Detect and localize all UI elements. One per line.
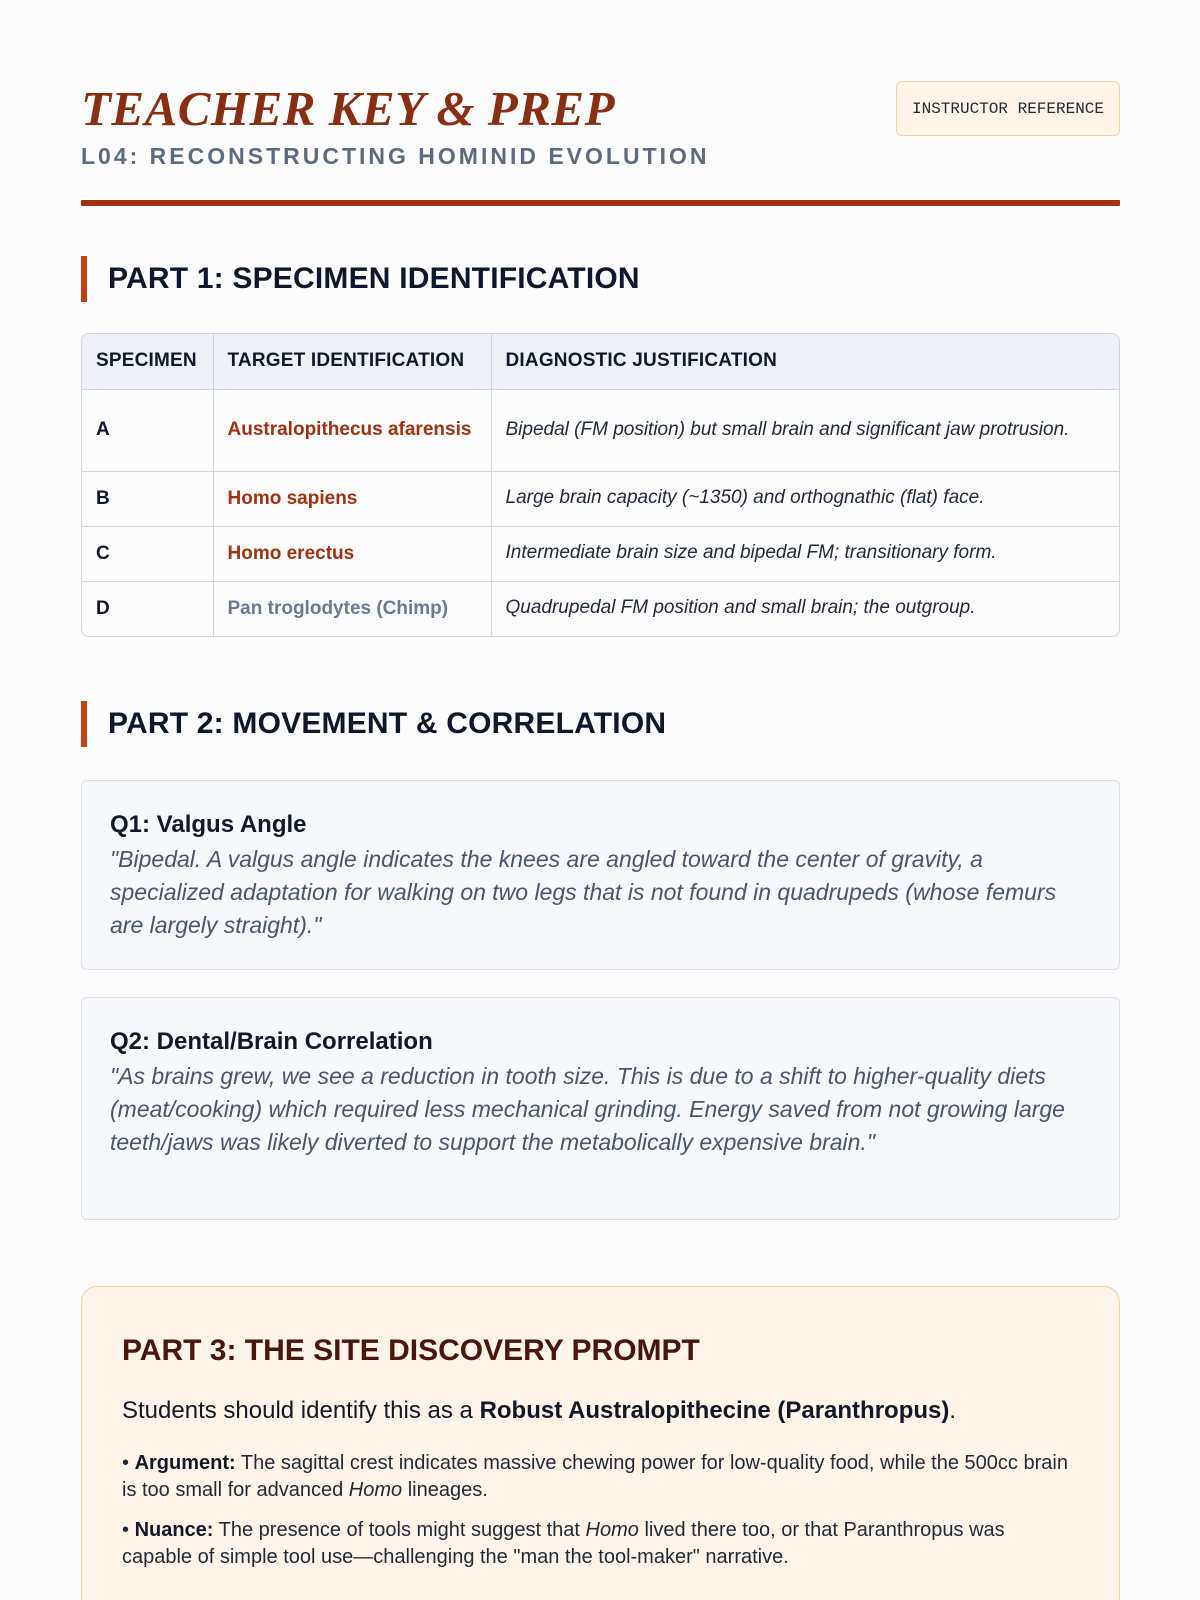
section-accent-bar [81, 701, 87, 747]
specimen-cell: D [82, 581, 213, 636]
specimen-cell: B [82, 471, 213, 526]
part3-heading: PART 3: THE SITE DISCOVERY PROMPT [122, 1334, 700, 1367]
intro-answer: Robust Australopithecine (Paranthropus) [479, 1397, 950, 1424]
question-card-q2 [81, 997, 1120, 1220]
question-answer: "Bipedal. A valgus angle indicates the knees are angled toward the center of gravity, a specialized adaptation for walking on two legs that is not found in quadrupeds (whose femurs are largely straight)." [110, 845, 1057, 938]
part2-heading-text: PART 2: MOVEMENT & CORRELATION [108, 707, 667, 740]
table-header-row [82, 334, 1119, 389]
part1-heading-text: PART 1: SPECIMEN IDENTIFICATION [108, 262, 640, 295]
part3-intro [122, 1395, 1079, 1426]
question-card-q1 [81, 780, 1120, 970]
page-title: TEACHER KEY & PREP [81, 81, 616, 136]
section-accent-bar [81, 256, 87, 302]
table-row [82, 526, 1119, 581]
justification-cell: Bipedal (FM position) but small brain and significant jaw protrusion. [491, 389, 1119, 471]
teacher-key-page [81, 0, 1120, 1569]
page-header [81, 0, 1120, 206]
page-subtitle: L04: RECONSTRUCTING HOMINID EVOLUTION [81, 143, 710, 169]
table-row [82, 389, 1119, 471]
intro-prefix: Students should identify this as a [122, 1397, 480, 1424]
argument-text: The sagittal crest indicates massive chewing power for low-quality food, while the 500cc brain is too small for advanced [122, 1452, 1068, 1502]
target-cell: Homo sapiens [213, 471, 491, 526]
specimen-table [81, 333, 1120, 637]
argument-text-end: lineages. [402, 1479, 488, 1502]
target-cell: Australopithecus afarensis [213, 389, 491, 471]
site-discovery-prompt-panel [81, 1286, 1120, 1600]
column-header-target: TARGET IDENTIFICATION [213, 334, 491, 389]
column-header-specimen: SPECIMEN [82, 334, 213, 389]
argument-bullet: • Argument: The sagittal crest indicates massive chewing power for low-quality food, while the 500cc brain is too small for advanced Homo lineages. [122, 1452, 1068, 1502]
argument-label: Argument: [134, 1452, 236, 1475]
header-divider [81, 200, 1120, 206]
argument-italic: Homo [348, 1479, 403, 1502]
nuance-text-end: lived there too, or that Paranthropus was capable of simple tool use—challenging the "man the tool-maker" narrative. [122, 1519, 1005, 1569]
target-cell: Pan troglodytes (Chimp) [213, 581, 491, 636]
justification-cell: Large brain capacity (~1350) and orthognathic (flat) face. [491, 471, 1119, 526]
instructor-reference-badge: INSTRUCTOR REFERENCE [896, 81, 1120, 136]
table-row [82, 471, 1119, 526]
justification-cell: Quadrupedal FM position and small brain; the outgroup. [505, 597, 976, 619]
column-header-justification: DIAGNOSTIC JUSTIFICATION [491, 334, 1119, 389]
part2-heading [81, 701, 666, 747]
nuance-bullet: • Nuance: The presence of tools might suggest that Homo lived there too, or that Paranthropus was capable of simple tool use—challenging the "man the tool-maker" narrative. [122, 1519, 1005, 1569]
intro-suffix: . [949, 1397, 957, 1424]
specimen-cell: A [82, 389, 213, 471]
justification-cell: Intermediate brain size and bipedal FM; transitionary form. [491, 526, 1119, 581]
question-answer: "As brains grew, we see a reduction in tooth size. This is due to a shift to higher-quality diets (meat/cooking) which required less mechanical grinding. Energy saved from not growing large teeth/jaws was likely diverted to support the metabolically expensive brain." [110, 1062, 1065, 1155]
question-title: Q2: Dental/Brain Correlation [110, 1028, 433, 1055]
nuance-label: Nuance: [134, 1519, 214, 1542]
nuance-text: The presence of tools might suggest that [213, 1519, 586, 1542]
question-title: Q1: Valgus Angle [110, 811, 307, 838]
nuance-italic: Homo [585, 1519, 639, 1542]
specimen-cell: C [82, 526, 213, 581]
part1-heading [81, 256, 640, 302]
table-row [82, 581, 1119, 636]
target-cell: Homo erectus [213, 526, 491, 581]
